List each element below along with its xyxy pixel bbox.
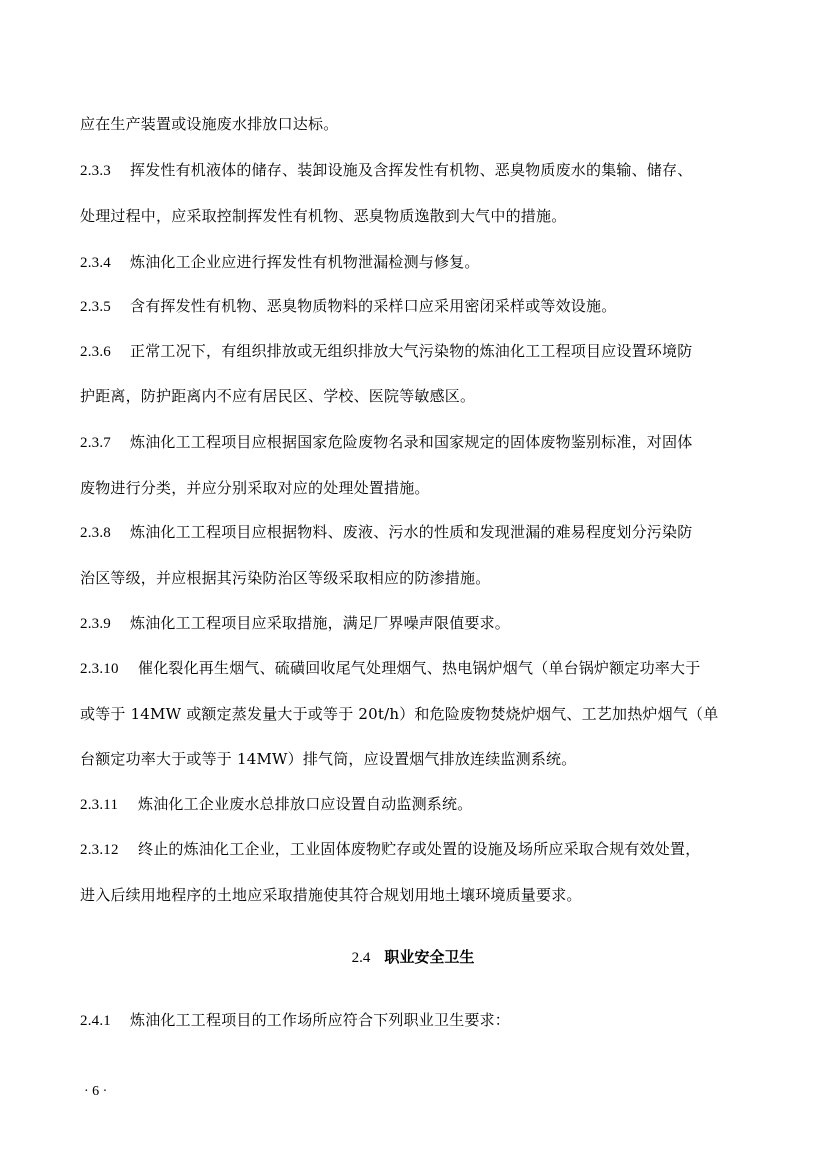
clause-number: 2.3.12 bbox=[80, 842, 119, 858]
clause-2-3-3-line-2 bbox=[80, 206, 748, 226]
clause-text: 含有挥发性有机物、恶臭物质物料的采样口应采用密闭采样或等效设施。 bbox=[130, 297, 617, 315]
clause-2-3-3 bbox=[80, 160, 748, 181]
clause-2-3-8 bbox=[80, 522, 748, 543]
clause-text: 炼油化工企业应进行挥发性有机物泄漏检测与修复。 bbox=[130, 253, 480, 271]
paragraph-text: 应在生产装置或设施废水排放口达标。 bbox=[80, 115, 339, 133]
clause-number: 2.3.6 bbox=[80, 344, 111, 360]
clause-2-3-4 bbox=[80, 252, 748, 273]
clause-number: 2.3.4 bbox=[80, 255, 111, 271]
clause-text: 催化裂化再生烟气、硫磺回收尾气处理烟气、热电锅炉烟气（单台锅炉额定功率大于 bbox=[138, 659, 701, 677]
clause-text: 处理过程中，应采取控制挥发性有机物、恶臭物质逸散到大气中的措施。 bbox=[80, 207, 567, 225]
clause-number: 2.3.3 bbox=[80, 163, 111, 179]
clause-number: 2.3.7 bbox=[80, 435, 111, 451]
clause-text: 护距离，防护距离内不应有居民区、学校、医院等敏感区。 bbox=[80, 387, 476, 405]
clause-text: 治区等级，并应根据其污染防治区等级采取相应的防渗措施。 bbox=[80, 569, 491, 587]
clause-text: 挥发性有机液体的储存、装卸设施及含挥发性有机物、恶臭物质废水的集输、储存、 bbox=[130, 161, 693, 179]
clause-text: 炼油化工工程项目应根据国家危险废物名录和国家规定的固体废物鉴别标准，对固体 bbox=[130, 433, 693, 451]
clause-text: 炼油化工企业废水总排放口应设置自动监测系统。 bbox=[138, 795, 473, 813]
clause-2-4-1 bbox=[80, 1010, 748, 1031]
clause-number: 2.3.5 bbox=[80, 299, 111, 315]
clause-text: 进入后续用地程序的土地应采取措施使其符合规划用地土壤环境质量要求。 bbox=[80, 886, 582, 904]
clause-text: 废物进行分类，并应分别采取对应的处理处置措施。 bbox=[80, 479, 430, 497]
clause-text: 炼油化工工程项目应根据物料、废液、污水的性质和发现泄漏的难易程度划分污染防 bbox=[130, 523, 693, 541]
paragraph-continuation bbox=[80, 114, 748, 134]
clause-number: 2.4.1 bbox=[80, 1013, 111, 1029]
clause-2-3-7-line-2 bbox=[80, 478, 748, 498]
clause-2-3-6 bbox=[80, 341, 748, 362]
clause-text: 正常工况下，有组织排放或无组织排放大气污染物的炼油化工工程项目应设置环境防 bbox=[130, 342, 693, 360]
clause-text: 炼油化工工程项目的工作场所应符合下列职业卫生要求： bbox=[130, 1011, 511, 1029]
clause-2-3-9 bbox=[80, 613, 748, 634]
clause-number: 2.3.8 bbox=[80, 525, 111, 541]
clause-number: 2.3.11 bbox=[80, 797, 119, 813]
clause-2-3-12 bbox=[80, 839, 748, 860]
clause-text: 台额定功率大于或等于 14MW）排气筒，应设置烟气排放连续监测系统。 bbox=[80, 750, 577, 768]
clause-2-3-10 bbox=[80, 658, 748, 679]
section-heading bbox=[0, 947, 826, 968]
clause-2-3-10-line-2 bbox=[80, 704, 748, 724]
clause-2-3-6-line-2 bbox=[80, 386, 748, 406]
section-number: 2.4 bbox=[351, 950, 371, 966]
clause-2-3-8-line-2 bbox=[80, 568, 748, 588]
clause-2-3-11 bbox=[80, 794, 748, 815]
clause-number: 2.3.9 bbox=[80, 616, 111, 632]
clause-text: 终止的炼油化工企业，工业固体废物贮存或处置的设施及场所应采取合规有效处置， bbox=[138, 840, 701, 858]
clause-2-3-5 bbox=[80, 296, 748, 317]
page-number: · 6 · bbox=[84, 1084, 108, 1099]
clause-2-3-12-line-2 bbox=[80, 885, 748, 905]
clause-2-3-10-line-3 bbox=[80, 749, 748, 769]
clause-text: 或等于 14MW 或额定蒸发量大于或等于 20t/h）和危险废物焚烧炉烟气、工艺加热炉烟气（单 bbox=[80, 705, 719, 723]
clause-2-3-7 bbox=[80, 432, 748, 453]
clause-number: 2.3.10 bbox=[80, 661, 119, 677]
section-title: 职业安全卫生 bbox=[384, 948, 475, 966]
clause-text: 炼油化工工程项目应采取措施，满足厂界噪声限值要求。 bbox=[130, 614, 511, 632]
